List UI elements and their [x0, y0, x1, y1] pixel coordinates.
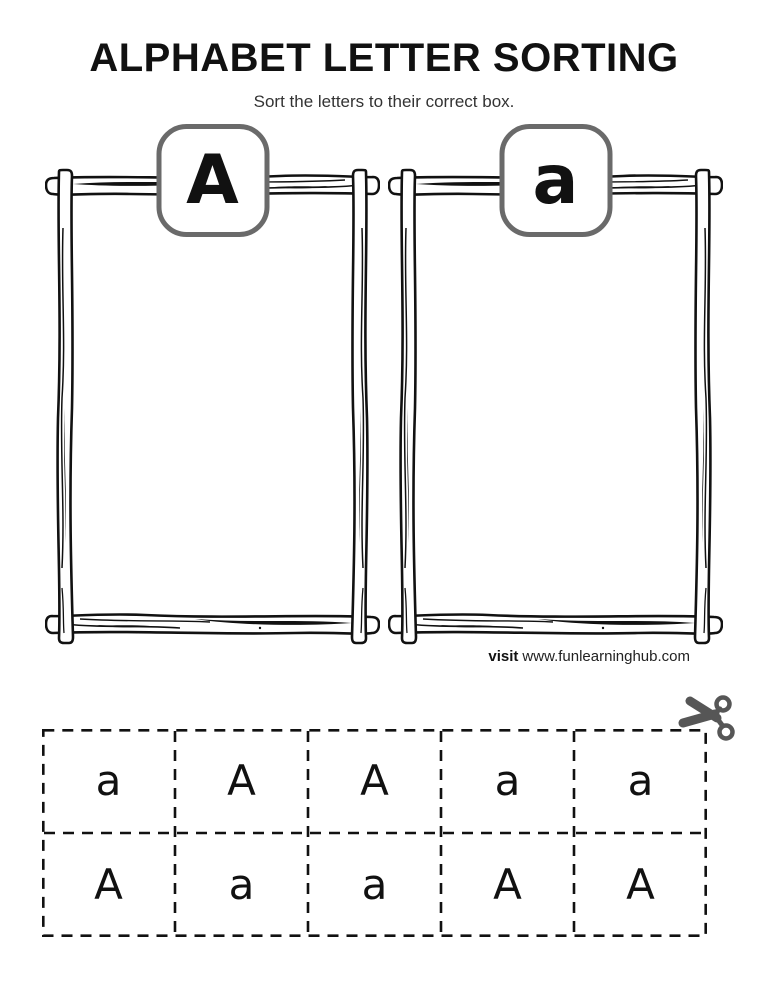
letter-card-text: A [227, 756, 256, 805]
uppercase-box-label-text: A [186, 140, 239, 220]
letter-card-text: a [361, 860, 388, 909]
letter-card-text: A [360, 756, 389, 805]
wood-frame [388, 168, 723, 645]
letter-card[interactable] [441, 729, 574, 833]
letter-card[interactable] [42, 729, 175, 833]
letter-card[interactable] [308, 729, 441, 833]
letter-card-text: A [94, 860, 123, 909]
lowercase-sort-box[interactable] [388, 124, 723, 645]
uppercase-sort-box[interactable] [45, 124, 380, 645]
website-url: www.funlearninghub.com [522, 648, 690, 665]
letter-card[interactable] [441, 833, 574, 937]
letter-card[interactable] [574, 833, 707, 937]
letter-card-text: a [494, 756, 521, 805]
letter-card[interactable] [42, 833, 175, 937]
letter-card[interactable] [308, 833, 441, 937]
letter-card-text: a [95, 756, 122, 805]
letter-card-text: a [627, 756, 654, 805]
wood-frame [45, 168, 380, 645]
lowercase-box-label-text: a [532, 140, 579, 220]
cutout-sheet [42, 729, 707, 937]
website-credit [488, 648, 690, 665]
letter-card-grid [42, 729, 707, 937]
page-title: ALPHABET LETTER SORTING [89, 36, 679, 80]
uppercase-box-label [156, 124, 269, 237]
page-subtitle: Sort the letters to their correct box. [253, 92, 515, 111]
lowercase-box-label [499, 124, 612, 237]
letter-card-text: a [228, 860, 255, 909]
letter-card-text: A [626, 860, 655, 909]
letter-card[interactable] [175, 729, 308, 833]
letter-card[interactable] [175, 833, 308, 937]
letter-card[interactable] [574, 729, 707, 833]
letter-card-text: A [493, 860, 522, 909]
visit-label: visit [488, 648, 519, 665]
